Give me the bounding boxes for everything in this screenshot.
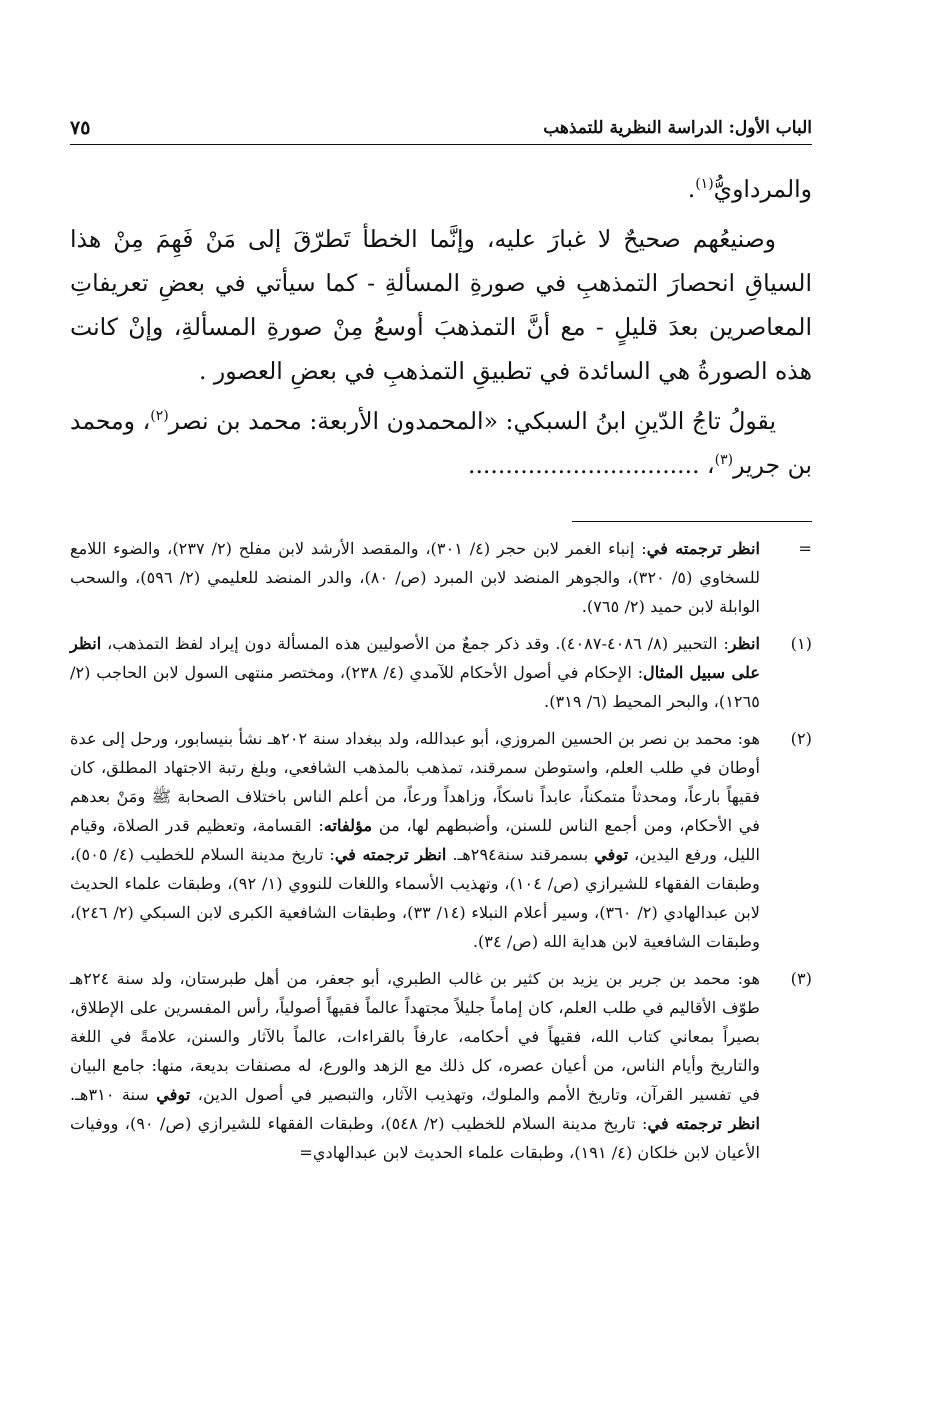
- footnote-2: [70, 724, 812, 956]
- footnote-segment: انظر على سبيل المثال: [70, 634, 760, 682]
- footnote-ref-3: (٣): [714, 452, 734, 469]
- footnote-segment: هو: محمد بن نصر بن الحسين المروزي، أبو عبدالله، ولد ببغداد سنة ٢٠٢هـ نشأ بنيسابور، ورحل إلى عدة أوطان في طلب العلم، واستوطن سمرقند، تمذهب بالمذهب الشافعي، وبلغ رتبة الاجتهاد المطلق، كان فقيهاً بارعاً، ومحدثاً متمكناً، عابداً ناسكاً، وزاهداً ورعاً، من أعلم الناس باختلاف الصحابة ﷺ ومَنْ بعدهم في الأحكام، ومن أجمع الناس للسنن، وأضبطهم لها، من: [70, 729, 761, 835]
- footnote-mark: (٣): [790, 969, 812, 988]
- footnote-body: [70, 534, 760, 621]
- ellipsis-dots: ...............................: [467, 451, 700, 479]
- footnote-body: [70, 724, 760, 956]
- footnote-segment: بسمرقند سنة٢٩٤هـ.: [446, 845, 595, 864]
- footnote-segment: : القسامة، وتعظيم قدر الصلاة، وقيام الليل، ورفع اليدين،: [70, 816, 760, 864]
- p3-text-b: ، ومحمد بن جرير: [70, 407, 812, 479]
- footnote-segment: : إنباء الغمر لابن حجر (٤/ ٣٠١)، والمقصد الأرشد لابن مفلح (٢/ ٢٣٧)، والضوء اللامع للسخاوي (٥/ ٣٢٠)، والجوهر المنضد لابن المبرد (ص/ ٨٠)، والدر المنضد للعليمي (٢/ ٥٩٦)، والسحب الوابلة لابن حميد (٢/ ٧٦٥).: [70, 539, 760, 616]
- footnote-segment: مؤلفاته: [323, 816, 373, 835]
- paragraph-1: [70, 167, 812, 211]
- main-text: [70, 167, 812, 487]
- paragraph-3: [70, 399, 812, 487]
- footnote-mark: =: [798, 539, 812, 558]
- paragraph-2: وصنيعُهم صحيحٌ لا غبارَ عليه، وإنَّما الخطأ تَطرّقَ إلى مَنْ فَهِمَ مِنْ هذا السياقِ انحصارَ التمذهبِ في صورةِ المسألةِ - كما سيأتي في بعضِ تعريفاتِ المعاصرين بعدَ قليلٍ - مع أنَّ التمذهبَ أوسعُ مِنْ صورةِ المسألةِ، وإنْ كانت هذه الصورةُ هي السائدة في تطبيقِ التمذهبِ في بعضِ العصور .: [70, 225, 812, 385]
- p3-text-a: يقولُ تاجُ الدّينِ ابنُ السبكي: «المحمدون الأربعة: محمد بن نصر: [168, 407, 776, 435]
- footnote-1: [70, 629, 812, 716]
- page-header: [70, 108, 812, 145]
- footnote-segment: سنة ٣١٠هـ.: [70, 1085, 157, 1104]
- footnote-3: [70, 964, 812, 1167]
- footnotes: [70, 534, 812, 1167]
- page-number: ٧٥: [70, 117, 91, 139]
- footnote-body: [70, 964, 760, 1167]
- footnote-segment: : تاريخ مدينة السلام للخطيب (٤/ ٥٠٥)، وطبقات الفقهاء للشيرازي (ص/ ١٠٤)، وتهذيب الأسماء واللغات للنووي (١/ ٩٢)، وطبقات علماء الحديث لابن عبدالهادي (٢/ ٣٦٠)، وسير أعلام النبلاء (١٤/ ٣٣)، وطبقات الشافعية الكبرى لابن السبكي (٢/ ٢٤٦)، وطبقات الشافعية لابن هداية الله (ص/ ٣٤).: [70, 845, 760, 951]
- footnote-segment: : تاريخ مدينة السلام للخطيب (٢/ ٥٤٨)، وطبقات الفقهاء للشيرازي (ص/ ٩٠)، ووفيات الأعيان لابن خلكان (٤/ ١٩١)، وطبقات علماء الحديث لابن عبدالهادي=: [70, 1114, 760, 1162]
- footnote-segment: هو: محمد بن جرير بن يزيد بن كثير بن غالب الطبري، أبو جعفر، من أهل طبرستان، ولد سنة ٢٢٤هـ طوّف الأقاليم في طلب العلم، كان إماماً جليلاً مجتهداً عالماً فقيهاً أصولياً، رأس المفسرين على الإطلاق، بصيراً بمعاني كتاب الله، فقيهاً في أحكامه، عارفاً بالقراءات، عالماً بالآثار والسنن، علامةً في اللغة والتاريخ وأيام الناس، من أعيان عصره، كل ذلك مع الزهد والورع، له مصنفات بديعة، منها: جامع البيان في تفسير القرآن، وتاريخ الأمم والملوك، وتهذيب الآثار، والتبصير في أصول الدين،: [70, 969, 760, 1104]
- footnote-segment: انظر: [728, 634, 760, 653]
- footnote-segment: : الإحكام في أصول الأحكام للآمدي (٤/ ٢٣٨)، ومختصر منتهى السول لابن الحاجب (٢/ ١٢٦٥)، والبحر المحيط (٦/ ٣١٩).: [70, 663, 760, 711]
- p3-text-c: ،: [699, 451, 715, 479]
- footnote-segment: انظر ترجمته في: [646, 539, 761, 558]
- p1-end: .: [687, 175, 696, 203]
- footnote-mark: (٢): [790, 729, 812, 748]
- footnote-segment: توفي: [156, 1085, 191, 1104]
- footnote-segment: انظر ترجمته في: [334, 845, 447, 864]
- running-title: الباب الأول: الدراسة النظرية للتمذهب: [543, 118, 812, 138]
- footnote-body: [70, 629, 760, 716]
- footnote-ref-2: (٢): [150, 408, 169, 425]
- footnote-segment: : التحبير (٨/ ٤٠٨٦-٤٠٨٧). وقد ذكر جمعٌ من الأصوليين هذه المسألة دون إيراد لفظ التمذهب،: [101, 634, 729, 653]
- footnote-separator: [572, 521, 812, 522]
- footnote-segment: توفي: [594, 845, 629, 864]
- footnote-continuation: [70, 534, 812, 621]
- footnote-mark: (١): [790, 634, 812, 653]
- footnote-segment: انظر ترجمته في: [647, 1114, 760, 1133]
- footnote-ref-1: (١): [695, 176, 714, 193]
- book-page: [70, 108, 812, 1358]
- p1-text: والمرداويُّ: [713, 175, 812, 203]
